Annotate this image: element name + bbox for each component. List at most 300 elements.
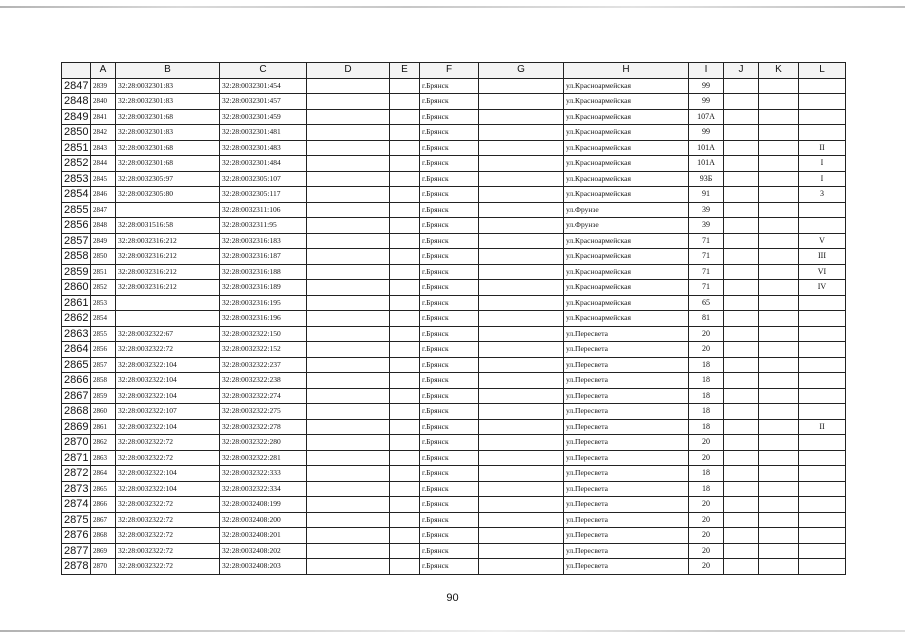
- cell-a[interactable]: 2855: [91, 326, 116, 342]
- cell-e[interactable]: [390, 233, 420, 249]
- cell-b[interactable]: 32:28:0032305:80: [116, 187, 220, 203]
- cell-i[interactable]: 20: [689, 326, 724, 342]
- row-number[interactable]: 2864: [62, 342, 91, 358]
- column-header-c[interactable]: C: [220, 63, 307, 79]
- cell-h[interactable]: ул.Пересвета: [564, 497, 689, 513]
- cell-a[interactable]: 2862: [91, 435, 116, 451]
- cell-e[interactable]: [390, 497, 420, 513]
- column-header-d[interactable]: D: [307, 63, 390, 79]
- cell-h[interactable]: ул.Пересвета: [564, 435, 689, 451]
- cell-h[interactable]: ул.Пересвета: [564, 543, 689, 559]
- cell-h[interactable]: ул.Пересвета: [564, 388, 689, 404]
- cell-e[interactable]: [390, 357, 420, 373]
- cell-c[interactable]: 32:28:0032316:196: [220, 311, 307, 327]
- cell-k[interactable]: [759, 109, 799, 125]
- cell-d[interactable]: [307, 109, 390, 125]
- cell-g[interactable]: [479, 419, 564, 435]
- cell-f[interactable]: г.Брянск: [420, 171, 479, 187]
- cell-f[interactable]: г.Брянск: [420, 78, 479, 94]
- column-header-a[interactable]: A: [91, 63, 116, 79]
- cell-e[interactable]: [390, 280, 420, 296]
- cell-j[interactable]: [724, 94, 759, 110]
- cell-e[interactable]: [390, 171, 420, 187]
- cell-c[interactable]: 32:28:0032311:106: [220, 202, 307, 218]
- row-number[interactable]: 2865: [62, 357, 91, 373]
- cell-i[interactable]: 18: [689, 419, 724, 435]
- cell-j[interactable]: [724, 373, 759, 389]
- cell-h[interactable]: ул.Пересвета: [564, 404, 689, 420]
- cell-l[interactable]: [799, 342, 846, 358]
- cell-f[interactable]: г.Брянск: [420, 125, 479, 141]
- cell-d[interactable]: [307, 357, 390, 373]
- cell-d[interactable]: [307, 450, 390, 466]
- cell-b[interactable]: 32:28:0032322:72: [116, 543, 220, 559]
- cell-h[interactable]: ул.Красноармейская: [564, 249, 689, 265]
- cell-k[interactable]: [759, 357, 799, 373]
- cell-e[interactable]: [390, 388, 420, 404]
- column-header-b[interactable]: B: [116, 63, 220, 79]
- cell-c[interactable]: 32:28:0032408:203: [220, 559, 307, 575]
- cell-l[interactable]: [799, 94, 846, 110]
- cell-c[interactable]: 32:28:0032305:117: [220, 187, 307, 203]
- cell-g[interactable]: [479, 326, 564, 342]
- cell-j[interactable]: [724, 171, 759, 187]
- cell-b[interactable]: 32:28:0032322:104: [116, 388, 220, 404]
- cell-a[interactable]: 2847: [91, 202, 116, 218]
- cell-b[interactable]: 32:28:0032322:72: [116, 512, 220, 528]
- cell-a[interactable]: 2853: [91, 295, 116, 311]
- cell-i[interactable]: 20: [689, 512, 724, 528]
- cell-f[interactable]: г.Брянск: [420, 435, 479, 451]
- cell-b[interactable]: [116, 295, 220, 311]
- cell-d[interactable]: [307, 404, 390, 420]
- cell-l[interactable]: [799, 218, 846, 234]
- cell-g[interactable]: [479, 125, 564, 141]
- cell-h[interactable]: ул.Пересвета: [564, 528, 689, 544]
- cell-i[interactable]: 71: [689, 249, 724, 265]
- cell-e[interactable]: [390, 512, 420, 528]
- cell-k[interactable]: [759, 497, 799, 513]
- cell-j[interactable]: [724, 497, 759, 513]
- cell-c[interactable]: 32:28:0032322:274: [220, 388, 307, 404]
- cell-a[interactable]: 2867: [91, 512, 116, 528]
- cell-l[interactable]: [799, 450, 846, 466]
- cell-i[interactable]: 20: [689, 497, 724, 513]
- cell-i[interactable]: 39: [689, 218, 724, 234]
- cell-k[interactable]: [759, 450, 799, 466]
- cell-f[interactable]: г.Брянск: [420, 311, 479, 327]
- cell-a[interactable]: 2851: [91, 264, 116, 280]
- cell-b[interactable]: 32:28:0031516:58: [116, 218, 220, 234]
- row-number[interactable]: 2869: [62, 419, 91, 435]
- cell-d[interactable]: [307, 373, 390, 389]
- cell-a[interactable]: 2846: [91, 187, 116, 203]
- cell-k[interactable]: [759, 326, 799, 342]
- cell-g[interactable]: [479, 264, 564, 280]
- cell-g[interactable]: [479, 512, 564, 528]
- cell-c[interactable]: 32:28:0032322:150: [220, 326, 307, 342]
- row-number[interactable]: 2870: [62, 435, 91, 451]
- cell-f[interactable]: г.Брянск: [420, 466, 479, 482]
- cell-g[interactable]: [479, 233, 564, 249]
- cell-j[interactable]: [724, 125, 759, 141]
- cell-e[interactable]: [390, 435, 420, 451]
- cell-j[interactable]: [724, 528, 759, 544]
- cell-i[interactable]: 20: [689, 543, 724, 559]
- cell-f[interactable]: г.Брянск: [420, 218, 479, 234]
- cell-i[interactable]: 39: [689, 202, 724, 218]
- cell-b[interactable]: 32:28:0032322:104: [116, 481, 220, 497]
- cell-e[interactable]: [390, 404, 420, 420]
- cell-b[interactable]: 32:28:0032322:72: [116, 528, 220, 544]
- cell-c[interactable]: 32:28:0032322:275: [220, 404, 307, 420]
- cell-c[interactable]: 32:28:0032305:107: [220, 171, 307, 187]
- column-header-l[interactable]: L: [799, 63, 846, 79]
- cell-f[interactable]: г.Брянск: [420, 404, 479, 420]
- cell-c[interactable]: 32:28:0032301:459: [220, 109, 307, 125]
- row-number[interactable]: 2859: [62, 264, 91, 280]
- cell-i[interactable]: 20: [689, 342, 724, 358]
- row-number[interactable]: 2863: [62, 326, 91, 342]
- cell-l[interactable]: [799, 357, 846, 373]
- column-header-j[interactable]: J: [724, 63, 759, 79]
- cell-k[interactable]: [759, 528, 799, 544]
- cell-l[interactable]: I: [799, 156, 846, 172]
- cell-d[interactable]: [307, 388, 390, 404]
- cell-a[interactable]: 2859: [91, 388, 116, 404]
- cell-a[interactable]: 2844: [91, 156, 116, 172]
- cell-c[interactable]: 32:28:0032316:183: [220, 233, 307, 249]
- cell-e[interactable]: [390, 466, 420, 482]
- cell-f[interactable]: г.Брянск: [420, 512, 479, 528]
- cell-b[interactable]: 32:28:0032316:212: [116, 264, 220, 280]
- cell-b[interactable]: [116, 311, 220, 327]
- cell-d[interactable]: [307, 311, 390, 327]
- cell-f[interactable]: г.Брянск: [420, 94, 479, 110]
- row-number[interactable]: 2851: [62, 140, 91, 156]
- cell-l[interactable]: III: [799, 249, 846, 265]
- cell-g[interactable]: [479, 295, 564, 311]
- cell-l[interactable]: II: [799, 419, 846, 435]
- row-number[interactable]: 2860: [62, 280, 91, 296]
- cell-l[interactable]: I: [799, 171, 846, 187]
- cell-f[interactable]: г.Брянск: [420, 528, 479, 544]
- cell-f[interactable]: г.Брянск: [420, 187, 479, 203]
- cell-l[interactable]: [799, 125, 846, 141]
- cell-i[interactable]: 99: [689, 94, 724, 110]
- cell-h[interactable]: ул.Красноармейская: [564, 94, 689, 110]
- cell-c[interactable]: 32:28:0032322:278: [220, 419, 307, 435]
- cell-j[interactable]: [724, 249, 759, 265]
- cell-k[interactable]: [759, 218, 799, 234]
- cell-f[interactable]: г.Брянск: [420, 388, 479, 404]
- cell-b[interactable]: 32:28:0032301:83: [116, 125, 220, 141]
- cell-g[interactable]: [479, 171, 564, 187]
- cell-a[interactable]: 2840: [91, 94, 116, 110]
- cell-f[interactable]: г.Брянск: [420, 233, 479, 249]
- cell-i[interactable]: 107А: [689, 109, 724, 125]
- cell-k[interactable]: [759, 295, 799, 311]
- cell-l[interactable]: [799, 109, 846, 125]
- row-number[interactable]: 2875: [62, 512, 91, 528]
- column-header-h[interactable]: H: [564, 63, 689, 79]
- cell-j[interactable]: [724, 264, 759, 280]
- cell-g[interactable]: [479, 528, 564, 544]
- cell-l[interactable]: [799, 311, 846, 327]
- cell-b[interactable]: 32:28:0032316:212: [116, 233, 220, 249]
- cell-d[interactable]: [307, 233, 390, 249]
- cell-h[interactable]: ул.Красноармейская: [564, 311, 689, 327]
- cell-g[interactable]: [479, 497, 564, 513]
- cell-j[interactable]: [724, 109, 759, 125]
- cell-i[interactable]: 91: [689, 187, 724, 203]
- cell-j[interactable]: [724, 404, 759, 420]
- cell-i[interactable]: 18: [689, 388, 724, 404]
- cell-i[interactable]: 99: [689, 125, 724, 141]
- cell-b[interactable]: 32:28:0032301:83: [116, 94, 220, 110]
- cell-e[interactable]: [390, 140, 420, 156]
- cell-h[interactable]: ул.Пересвета: [564, 466, 689, 482]
- cell-h[interactable]: ул.Пересвета: [564, 450, 689, 466]
- row-number[interactable]: 2866: [62, 373, 91, 389]
- cell-d[interactable]: [307, 543, 390, 559]
- cell-l[interactable]: [799, 512, 846, 528]
- cell-k[interactable]: [759, 140, 799, 156]
- cell-a[interactable]: 2863: [91, 450, 116, 466]
- cell-k[interactable]: [759, 249, 799, 265]
- cell-i[interactable]: 71: [689, 280, 724, 296]
- cell-e[interactable]: [390, 295, 420, 311]
- cell-e[interactable]: [390, 202, 420, 218]
- cell-f[interactable]: г.Брянск: [420, 249, 479, 265]
- cell-g[interactable]: [479, 94, 564, 110]
- cell-j[interactable]: [724, 481, 759, 497]
- cell-i[interactable]: 101А: [689, 140, 724, 156]
- cell-c[interactable]: 32:28:0032301:457: [220, 94, 307, 110]
- cell-k[interactable]: [759, 373, 799, 389]
- cell-d[interactable]: [307, 156, 390, 172]
- cell-j[interactable]: [724, 326, 759, 342]
- cell-c[interactable]: 32:28:0032322:280: [220, 435, 307, 451]
- cell-h[interactable]: ул.Пересвета: [564, 357, 689, 373]
- cell-c[interactable]: 32:28:0032301:481: [220, 125, 307, 141]
- cell-e[interactable]: [390, 187, 420, 203]
- cell-g[interactable]: [479, 187, 564, 203]
- cell-e[interactable]: [390, 94, 420, 110]
- column-header-g[interactable]: G: [479, 63, 564, 79]
- cell-g[interactable]: [479, 388, 564, 404]
- cell-d[interactable]: [307, 419, 390, 435]
- cell-h[interactable]: ул.Красноармейская: [564, 171, 689, 187]
- cell-e[interactable]: [390, 109, 420, 125]
- cell-h[interactable]: ул.Красноармейская: [564, 233, 689, 249]
- cell-j[interactable]: [724, 156, 759, 172]
- cell-c[interactable]: 32:28:0032408:200: [220, 512, 307, 528]
- cell-c[interactable]: 32:28:0032322:333: [220, 466, 307, 482]
- cell-c[interactable]: 32:28:0032316:187: [220, 249, 307, 265]
- cell-g[interactable]: [479, 311, 564, 327]
- cell-h[interactable]: ул.Фрунзе: [564, 218, 689, 234]
- cell-d[interactable]: [307, 249, 390, 265]
- cell-g[interactable]: [479, 218, 564, 234]
- cell-k[interactable]: [759, 481, 799, 497]
- cell-b[interactable]: 32:28:0032322:72: [116, 435, 220, 451]
- cell-a[interactable]: 2856: [91, 342, 116, 358]
- cell-g[interactable]: [479, 357, 564, 373]
- cell-d[interactable]: [307, 94, 390, 110]
- cell-d[interactable]: [307, 280, 390, 296]
- cell-k[interactable]: [759, 171, 799, 187]
- cell-e[interactable]: [390, 481, 420, 497]
- column-header-k[interactable]: K: [759, 63, 799, 79]
- column-header-f[interactable]: F: [420, 63, 479, 79]
- cell-h[interactable]: ул.Красноармейская: [564, 140, 689, 156]
- cell-d[interactable]: [307, 559, 390, 575]
- cell-l[interactable]: [799, 497, 846, 513]
- cell-j[interactable]: [724, 140, 759, 156]
- cell-i[interactable]: 99: [689, 78, 724, 94]
- cell-f[interactable]: г.Брянск: [420, 264, 479, 280]
- row-number[interactable]: 2852: [62, 156, 91, 172]
- cell-d[interactable]: [307, 326, 390, 342]
- cell-b[interactable]: 32:28:0032322:104: [116, 357, 220, 373]
- row-number[interactable]: 2853: [62, 171, 91, 187]
- cell-f[interactable]: г.Брянск: [420, 497, 479, 513]
- cell-l[interactable]: VI: [799, 264, 846, 280]
- cell-k[interactable]: [759, 512, 799, 528]
- cell-h[interactable]: ул.Красноармейская: [564, 156, 689, 172]
- cell-a[interactable]: 2841: [91, 109, 116, 125]
- cell-e[interactable]: [390, 249, 420, 265]
- cell-c[interactable]: 32:28:0032322:237: [220, 357, 307, 373]
- cell-j[interactable]: [724, 202, 759, 218]
- cell-c[interactable]: 32:28:0032311:95: [220, 218, 307, 234]
- cell-k[interactable]: [759, 202, 799, 218]
- row-number[interactable]: 2848: [62, 94, 91, 110]
- cell-e[interactable]: [390, 156, 420, 172]
- cell-e[interactable]: [390, 311, 420, 327]
- cell-f[interactable]: г.Брянск: [420, 357, 479, 373]
- row-number[interactable]: 2876: [62, 528, 91, 544]
- cell-f[interactable]: г.Брянск: [420, 280, 479, 296]
- cell-k[interactable]: [759, 342, 799, 358]
- cell-b[interactable]: 32:28:0032322:104: [116, 419, 220, 435]
- cell-i[interactable]: 18: [689, 404, 724, 420]
- cell-f[interactable]: г.Брянск: [420, 543, 479, 559]
- cell-d[interactable]: [307, 264, 390, 280]
- cell-a[interactable]: 2845: [91, 171, 116, 187]
- cell-g[interactable]: [479, 156, 564, 172]
- cell-l[interactable]: [799, 559, 846, 575]
- cell-j[interactable]: [724, 280, 759, 296]
- cell-j[interactable]: [724, 295, 759, 311]
- cell-e[interactable]: [390, 125, 420, 141]
- cell-a[interactable]: 2858: [91, 373, 116, 389]
- cell-i[interactable]: 18: [689, 357, 724, 373]
- cell-d[interactable]: [307, 125, 390, 141]
- cell-h[interactable]: ул.Фрунзе: [564, 202, 689, 218]
- cell-h[interactable]: ул.Красноармейская: [564, 109, 689, 125]
- cell-d[interactable]: [307, 528, 390, 544]
- cell-h[interactable]: ул.Красноармейская: [564, 125, 689, 141]
- cell-l[interactable]: [799, 528, 846, 544]
- cell-i[interactable]: 18: [689, 373, 724, 389]
- cell-b[interactable]: [116, 202, 220, 218]
- cell-g[interactable]: [479, 435, 564, 451]
- cell-a[interactable]: 2870: [91, 559, 116, 575]
- cell-h[interactable]: ул.Пересвета: [564, 512, 689, 528]
- cell-k[interactable]: [759, 264, 799, 280]
- cell-f[interactable]: г.Брянск: [420, 450, 479, 466]
- row-number[interactable]: 2861: [62, 295, 91, 311]
- cell-l[interactable]: [799, 326, 846, 342]
- cell-e[interactable]: [390, 373, 420, 389]
- row-number[interactable]: 2850: [62, 125, 91, 141]
- cell-h[interactable]: ул.Красноармейская: [564, 264, 689, 280]
- cell-i[interactable]: 81: [689, 311, 724, 327]
- cell-i[interactable]: 18: [689, 466, 724, 482]
- cell-h[interactable]: ул.Пересвета: [564, 559, 689, 575]
- cell-i[interactable]: 20: [689, 528, 724, 544]
- cell-j[interactable]: [724, 543, 759, 559]
- cell-k[interactable]: [759, 125, 799, 141]
- cell-d[interactable]: [307, 78, 390, 94]
- cell-j[interactable]: [724, 311, 759, 327]
- cell-l[interactable]: 3: [799, 187, 846, 203]
- cell-i[interactable]: 71: [689, 233, 724, 249]
- cell-l[interactable]: [799, 295, 846, 311]
- cell-k[interactable]: [759, 187, 799, 203]
- cell-c[interactable]: 32:28:0032322:334: [220, 481, 307, 497]
- cell-e[interactable]: [390, 342, 420, 358]
- cell-j[interactable]: [724, 187, 759, 203]
- cell-k[interactable]: [759, 543, 799, 559]
- cell-c[interactable]: 32:28:0032322:152: [220, 342, 307, 358]
- cell-j[interactable]: [724, 342, 759, 358]
- cell-a[interactable]: 2850: [91, 249, 116, 265]
- cell-e[interactable]: [390, 326, 420, 342]
- cell-a[interactable]: 2848: [91, 218, 116, 234]
- cell-c[interactable]: 32:28:0032316:189: [220, 280, 307, 296]
- cell-a[interactable]: 2857: [91, 357, 116, 373]
- cell-c[interactable]: 32:28:0032408:201: [220, 528, 307, 544]
- cell-e[interactable]: [390, 528, 420, 544]
- cell-j[interactable]: [724, 435, 759, 451]
- cell-c[interactable]: 32:28:0032301:484: [220, 156, 307, 172]
- cell-i[interactable]: 20: [689, 435, 724, 451]
- cell-l[interactable]: [799, 466, 846, 482]
- cell-b[interactable]: 32:28:0032322:104: [116, 466, 220, 482]
- cell-g[interactable]: [479, 466, 564, 482]
- cell-j[interactable]: [724, 450, 759, 466]
- cell-f[interactable]: г.Брянск: [420, 140, 479, 156]
- cell-d[interactable]: [307, 466, 390, 482]
- cell-b[interactable]: 32:28:0032301:83: [116, 78, 220, 94]
- cell-j[interactable]: [724, 419, 759, 435]
- cell-j[interactable]: [724, 512, 759, 528]
- cell-l[interactable]: [799, 435, 846, 451]
- cell-b[interactable]: 32:28:0032316:212: [116, 280, 220, 296]
- cell-g[interactable]: [479, 543, 564, 559]
- cell-b[interactable]: 32:28:0032322:72: [116, 497, 220, 513]
- row-number[interactable]: 2873: [62, 481, 91, 497]
- cell-b[interactable]: 32:28:0032322:72: [116, 342, 220, 358]
- cell-a[interactable]: 2864: [91, 466, 116, 482]
- cell-j[interactable]: [724, 466, 759, 482]
- cell-c[interactable]: 32:28:0032301:454: [220, 78, 307, 94]
- cell-g[interactable]: [479, 78, 564, 94]
- cell-e[interactable]: [390, 450, 420, 466]
